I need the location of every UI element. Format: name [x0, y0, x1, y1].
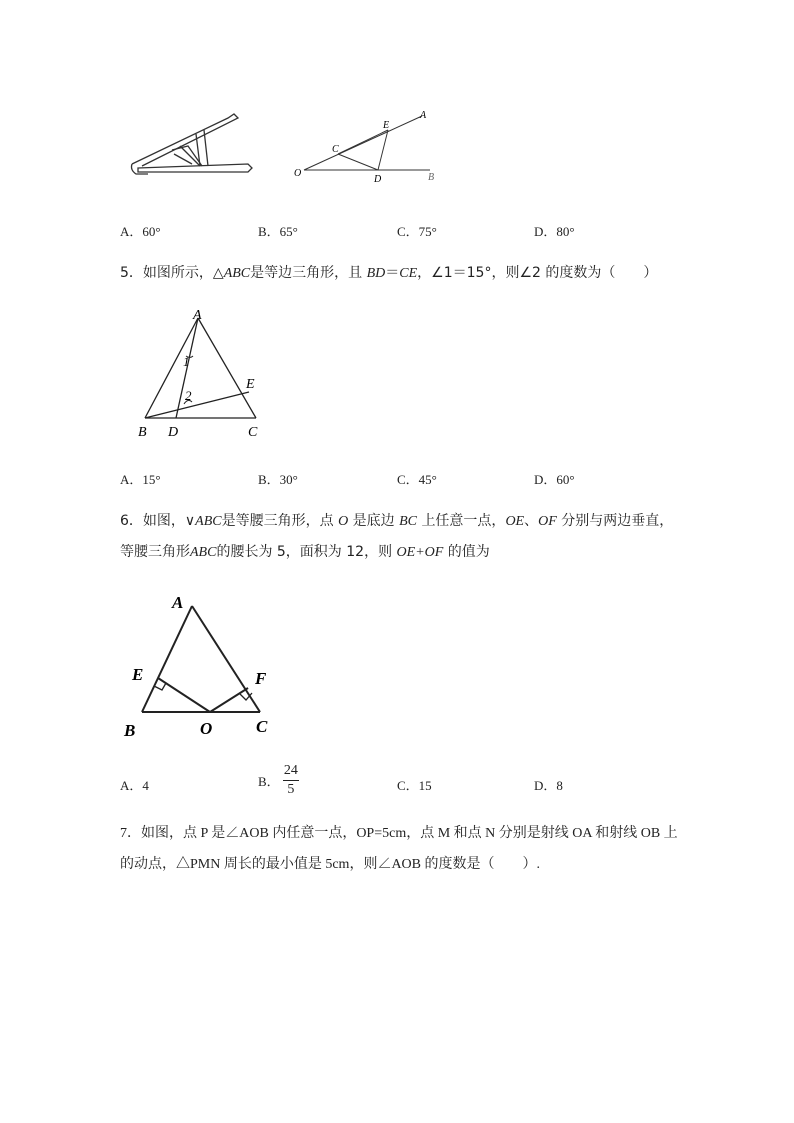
- q6-option-b[interactable]: B． $\frac{24}{5}$: [258, 763, 298, 797]
- label-C: C: [256, 717, 268, 736]
- label-A: A: [193, 308, 202, 323]
- label-B: B: [428, 172, 435, 183]
- q6-option-a[interactable]: A．4: [120, 778, 149, 793]
- label-C: C: [248, 425, 258, 440]
- q5-option-a[interactable]: A．15°: [120, 472, 161, 487]
- fraction-24-over-5: $\frac{24}{5}$: [283, 763, 298, 797]
- angle-aob-figure: [288, 104, 448, 184]
- isosceles-triangle-figure: [118, 590, 288, 742]
- q7-question-line-2: 的动点，△PMN 周长的最小值是 5cm，则∠AOB 的度数是（ ）.: [120, 857, 541, 872]
- q5-option-c[interactable]: C．45°: [397, 472, 437, 487]
- q5-question-text: 5．如图所示，△ABC是等边三角形，且 BD＝CE，∠1＝15°，则∠2 的度数为（ ）: [120, 265, 658, 281]
- q7-question-line-1: 7．如图，点 P 是∠AOB 内任意一点，OP=5cm，点 M 和点 N 分别是射线 OA 和射线 OB 上: [120, 826, 678, 841]
- label-B: B: [138, 425, 147, 440]
- label-E: E: [132, 665, 144, 684]
- q6-question-line-1: 6．如图，∨ABC是等腰三角形，点 O 是底边 BC 上任意一点，OE、OF 分别与两边垂直，: [120, 513, 674, 529]
- q4-option-a[interactable]: A．60°: [120, 224, 161, 239]
- label-one: 1: [183, 354, 190, 369]
- q6-question-line-2: 等腰三角形ABC的腰长为 5，面积为 12，则 OE+OF 的值为: [120, 544, 490, 560]
- label-A: A: [172, 593, 184, 612]
- label-A: A: [420, 110, 427, 121]
- q6-option-d[interactable]: D．8: [534, 778, 563, 793]
- label-E: E: [383, 120, 390, 131]
- label-C: C: [332, 144, 339, 155]
- q5-option-d[interactable]: D．60°: [534, 472, 575, 487]
- q4-option-c[interactable]: C．75°: [397, 224, 437, 239]
- label-E: E: [246, 377, 255, 392]
- label-D: D: [168, 425, 179, 440]
- label-two: 2: [185, 388, 192, 403]
- q4-option-b[interactable]: B．65°: [258, 224, 298, 239]
- equilateral-triangle-figure: [132, 304, 272, 444]
- folding-stand-figure: [128, 108, 268, 180]
- label-O: O: [294, 168, 302, 179]
- label-F: F: [255, 669, 267, 688]
- label-B: B: [124, 721, 136, 740]
- q4-option-d[interactable]: D．80°: [534, 224, 575, 239]
- label-D: D: [374, 174, 382, 184]
- q6-option-c[interactable]: C．15: [397, 778, 432, 793]
- label-O: O: [200, 719, 213, 738]
- q5-option-b[interactable]: B．30°: [258, 472, 298, 487]
